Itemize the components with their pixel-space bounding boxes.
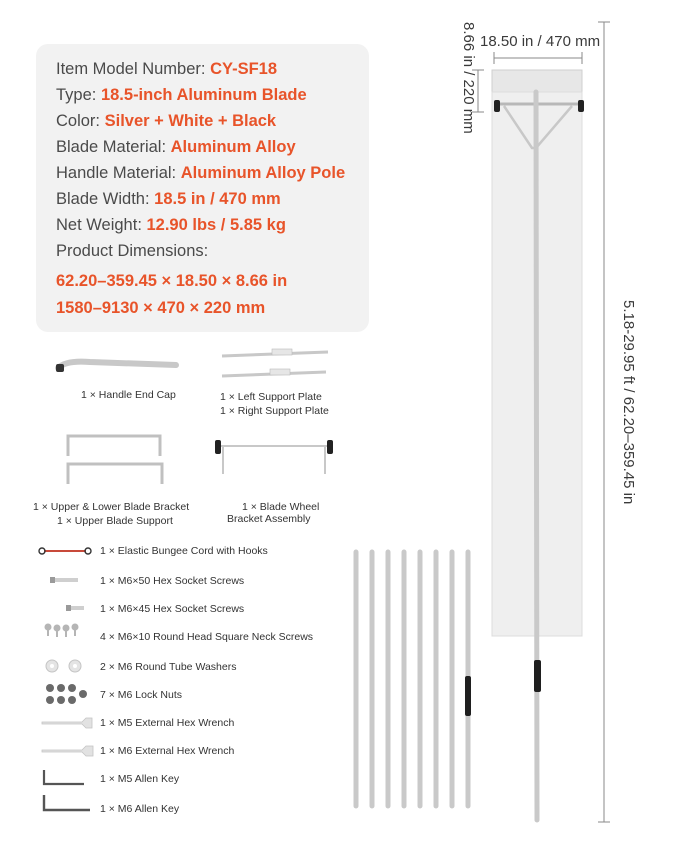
part-label-m5-allen-key: 1 × M5 Allen Key — [100, 773, 180, 785]
part-label-tube-washers: 2 × M6 Round Tube Washers — [100, 661, 237, 673]
caption-blade-bracket: 1 × Upper & Lower Blade Bracket — [33, 501, 190, 513]
spec-handle-material: Handle Material: Aluminum Alloy Pole — [56, 164, 346, 182]
wheel-bracket-image — [215, 440, 333, 474]
part-label-round-head-screws: 4 × M6×10 Round Head Square Neck Screws — [100, 631, 314, 643]
spec-blade-material: Blade Material: Aluminum Alloy — [56, 138, 296, 156]
blade-brackets-image — [68, 436, 162, 484]
tube-washers-image — [46, 660, 81, 672]
support-plates-image — [222, 349, 328, 376]
caption-wheel-bracket-2: Bracket Assembly — [227, 513, 311, 525]
caption-left-support-plate: 1 × Left Support Plate — [220, 391, 322, 403]
spec-dimensions-mm: 1580–9130 × 470 × 220 mm — [56, 299, 266, 317]
handle-end-cap-image — [56, 362, 176, 372]
dimension-length: 5.18-29.95 ft / 62.20–359.45 in — [620, 300, 637, 505]
part-label-m6-allen-key: 1 × M6 Allen Key — [100, 803, 180, 815]
spec-blade-width: Blade Width: 18.5 in / 470 mm — [56, 190, 281, 208]
hex-screw-45-image — [66, 605, 84, 611]
spec-dimensions-label: Product Dimensions: — [56, 242, 209, 260]
part-label-lock-nuts: 7 × M6 Lock Nuts — [100, 689, 182, 701]
caption-blade-support: 1 × Upper Blade Support — [57, 515, 173, 527]
spec-net-weight: Net Weight: 12.90 lbs / 5.85 kg — [56, 216, 286, 234]
assembled-rake-image — [492, 70, 584, 820]
pole-grip — [465, 676, 471, 716]
spec-model: Item Model Number: CY-SF18 — [56, 60, 278, 78]
pole-segments-image — [356, 552, 468, 806]
spec-type: Type: 18.5-inch Aluminum Blade — [56, 86, 307, 104]
part-label-hex-screw-50: 1 × M6×50 Hex Socket Screws — [100, 575, 245, 587]
m6-allen-key-image — [44, 795, 90, 810]
m5-wrench-image — [42, 718, 92, 728]
m5-allen-key-image — [44, 770, 84, 784]
dimension-width: 18.50 in / 470 mm — [480, 33, 601, 50]
m6-wrench-image — [42, 746, 93, 756]
part-label-hex-screw-45: 1 × M6×45 Hex Socket Screws — [100, 603, 245, 615]
part-label-m6-wrench: 1 × M6 External Hex Wrench — [100, 745, 235, 757]
caption-handle-end-cap: 1 × Handle End Cap — [81, 389, 176, 401]
caption-wheel-bracket-1: 1 × Blade Wheel — [242, 501, 320, 513]
caption-right-support-plate: 1 × Right Support Plate — [220, 405, 329, 417]
dimension-depth: 8.66 in / 220 mm — [460, 22, 477, 134]
spec-dimensions-in: 62.20–359.45 × 18.50 × 8.66 in — [56, 272, 288, 290]
spec-color: Color: Silver + White + Black — [56, 112, 277, 130]
bungee-cord-image — [39, 548, 91, 554]
round-head-screws-image — [45, 624, 79, 638]
part-label-m5-wrench: 1 × M5 External Hex Wrench — [100, 717, 235, 729]
lock-nuts-image — [46, 684, 87, 704]
hex-screw-50-image — [50, 577, 78, 583]
part-label-bungee: 1 × Elastic Bungee Cord with Hooks — [100, 545, 268, 557]
